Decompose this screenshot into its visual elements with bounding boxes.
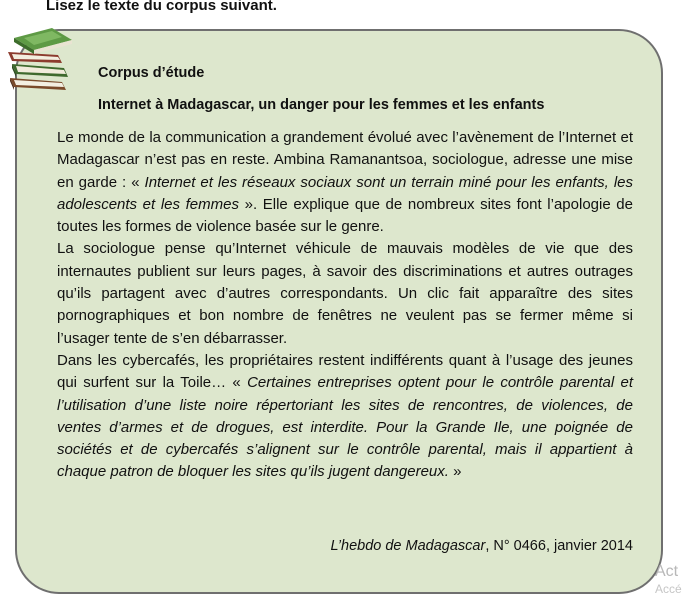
source-details: , N° 0466, janvier 2014 — [485, 538, 633, 554]
corpus-body — [57, 127, 633, 484]
paragraph-2: La sociologue pense qu’Internet véhicule de mauvais modèles de vie que des internautes publient sur leurs pages, à savoir des discriminations et autres outrages qu’ils partagent avec d’autres correspondants. Un clic fait apparaître des sites pornographiques et bon nombre de fenêtres ne veulent pas se fermer même si l’usager tente de s’en débarrasser. — [57, 240, 633, 347]
watermark-line-2: Accé — [655, 582, 682, 596]
paragraph-1 — [57, 127, 633, 238]
source-publication: L’hebdo de Madagascar — [330, 538, 486, 554]
paragraph-3-text: Dans les cybercafés, les propriétaires restent indifférents quant à l’usage des jeunes qui surfent sur la Toile… « — [57, 351, 633, 392]
instruction-text: Lisez le texte du corpus suivant. — [46, 0, 277, 14]
corpus-title: Internet à Madagascar, un danger pour les femmes et les enfants — [98, 97, 545, 113]
watermark-line-1: Act — [655, 563, 679, 580]
paragraph-3 — [57, 350, 633, 484]
paragraph-1-text: Le monde de la communication a grandement évolué avec l’avènement de l’Internet et Madagascar n’est pas en reste. Ambina Ramanantsoa, sociologue, adresse une mise en garde : « — [57, 129, 633, 191]
paragraph-3-quote: Certaines entreprises optent pour le contrôle parental et l’utilisation d’une liste noire répertoriant les sites de rencontres, de violences, de ventes d’armes et de drogues, est interdite. Pour la Grande Ile, une poignée de sociétés et de cybercafés s’alignent sur le contrôle parental, mais il appartient à chaque patron de bloquer les sites qu’ils jugent dangereux. — [57, 374, 633, 481]
paragraph-3-text-end: » — [448, 463, 462, 481]
corpus-label: Corpus d’étude — [98, 65, 205, 81]
paragraph-1-text-end: ». Elle explique que de nombreux sites font l’apologie de toutes les formes de violence basée sur le genre. — [57, 195, 633, 236]
books-icon — [4, 24, 80, 94]
activation-watermark — [655, 562, 682, 597]
paragraph-1-quote: Internet et les réseaux sociaux sont un terrain miné pour les enfants, les adolescents et les femmes — [57, 173, 634, 213]
source-citation — [57, 538, 633, 554]
